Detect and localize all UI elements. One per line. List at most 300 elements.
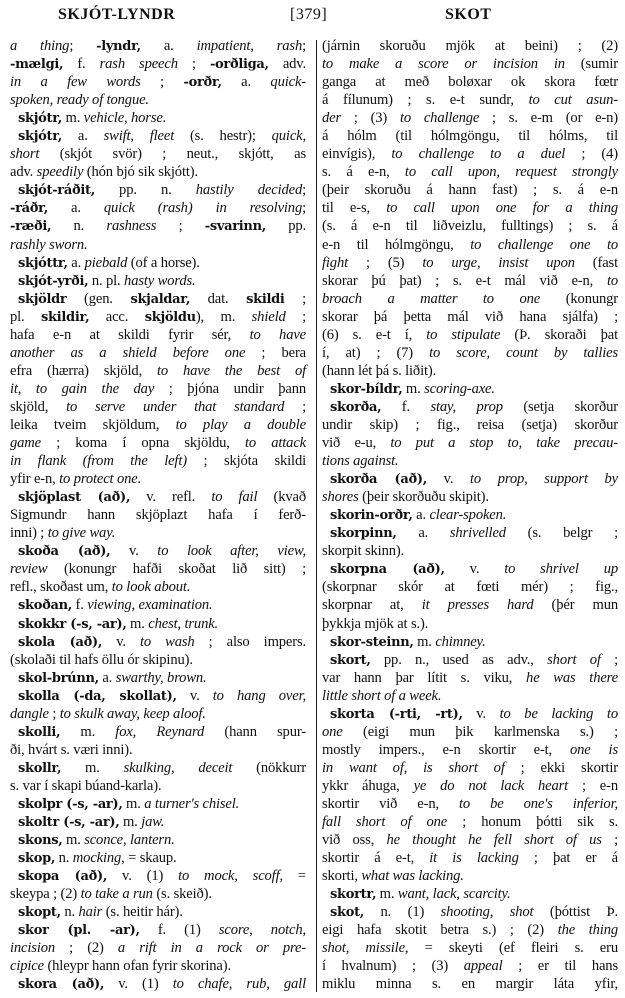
- definition: to challenge: [399, 110, 480, 127]
- text: ;: [284, 290, 307, 307]
- text: skorar þá þetta mál við hana sjálfa) ;: [322, 308, 618, 325]
- definition: to call upon one for a thing: [386, 200, 618, 217]
- text: ; er til hans: [502, 958, 618, 975]
- headword: skol-brúnn,: [18, 670, 99, 686]
- definition: in flank (from the left): [10, 453, 187, 470]
- definition: to chafe, rub, gall: [172, 976, 306, 993]
- text: skortir á e-t,: [322, 850, 430, 867]
- text: ;: [140, 74, 184, 91]
- definition: to have the best of: [157, 362, 306, 379]
- dictionary-line: [10, 705, 306, 723]
- dictionary-entry-line: [322, 560, 618, 578]
- text: við oss,: [322, 832, 387, 849]
- text: a.: [47, 200, 104, 217]
- text: ;: [302, 200, 306, 217]
- dictionary-line: [322, 795, 618, 813]
- dictionary-line: [322, 488, 618, 506]
- text: a.: [67, 254, 85, 271]
- definition: appeal: [463, 958, 503, 975]
- text: eigi hafa skotit betra s.) ; (2): [322, 922, 558, 939]
- dictionary-line: [322, 109, 618, 127]
- dictionary-line: [322, 813, 618, 831]
- headword: -lyndr,: [96, 39, 141, 54]
- definition: scoring-axe.: [424, 380, 495, 397]
- text: skorpnar at,: [322, 597, 422, 614]
- dictionary-entry-line: [10, 795, 306, 813]
- definition: another as a shield before one: [10, 344, 246, 361]
- text: (þeir skoruðu á hann fast) ; s. á e-n: [322, 182, 618, 199]
- text: ; (2): [55, 940, 118, 957]
- dictionary-line: [10, 578, 306, 596]
- dictionary-line: [10, 37, 306, 55]
- definition: fall short of one: [322, 814, 448, 831]
- text: (s. heitir hár).: [102, 904, 183, 921]
- definition: short: [10, 146, 40, 163]
- headword: -mælgi,: [10, 57, 64, 73]
- text: skjöld,: [10, 398, 67, 415]
- text: einvígis),: [322, 146, 392, 163]
- dictionary-line: [322, 957, 618, 975]
- definition: a rift in a rock or pre-: [117, 940, 307, 957]
- definition: quick (rash) in resolving: [103, 200, 303, 217]
- definition: to put a stop to, take precau-: [390, 435, 618, 452]
- text: í hvalnum) ; (3): [322, 958, 464, 975]
- headword: skjöldr: [18, 291, 67, 307]
- text: (fast: [574, 254, 618, 271]
- dictionary-entry-line: [322, 470, 618, 488]
- definition: to wash: [140, 633, 195, 650]
- headword: -orðr,: [183, 75, 222, 91]
- headword: skorða,: [330, 399, 382, 415]
- page-number: [379]: [290, 6, 328, 23]
- headword: -svarinn,: [204, 219, 266, 235]
- dictionary-line: [10, 741, 306, 759]
- definition: chest, trunk.: [148, 615, 219, 632]
- dictionary-entry-line: [10, 669, 306, 687]
- text: (sumir: [564, 56, 618, 73]
- text: ; e-n: [568, 777, 618, 794]
- dictionary-line: [322, 578, 618, 596]
- dictionary-line: [10, 651, 306, 669]
- headword: skolla (-da, skollat),: [18, 688, 177, 704]
- definition: to fail: [211, 489, 258, 506]
- dictionary-line: [10, 145, 306, 163]
- text: pp. n.: [94, 182, 196, 199]
- text: inni) ;: [10, 525, 48, 542]
- text: til e-s,: [322, 200, 387, 217]
- dictionary-entry-line: [10, 723, 306, 741]
- text: ; honum þótti sik s.: [447, 814, 618, 831]
- dictionary-entry-line: [10, 867, 306, 885]
- definition: swift, fleet: [103, 128, 175, 145]
- text: , =: [279, 868, 306, 885]
- text: m.: [62, 832, 85, 849]
- running-head-left: SKJÓT-LYNDR: [58, 6, 176, 23]
- text: ; (5): [348, 254, 423, 271]
- definition: the thing: [557, 922, 618, 939]
- text: f.: [381, 398, 431, 415]
- definition: it, to gain the day: [10, 380, 155, 397]
- dictionary-line: [10, 217, 306, 235]
- definition: spoken, ready of tongue.: [10, 92, 149, 109]
- text: (hleypr hann ofan fyrir skorina).: [43, 958, 231, 975]
- dictionary-entry-line: [322, 398, 618, 416]
- definition: to make a score or incision in: [322, 56, 565, 73]
- text: (hann lét þá s. liðit).: [322, 362, 437, 379]
- text: s. var í skapi búand-karla).: [10, 777, 162, 794]
- dictionary-line: [10, 957, 306, 975]
- definition: to be one's inferior,: [459, 795, 618, 812]
- headword: skjót-yrði,: [18, 273, 89, 289]
- headword: skor (pl. -ar),: [18, 923, 140, 939]
- headword: skjöldu: [144, 309, 196, 325]
- text: þykkja mjök at s.).: [322, 615, 429, 632]
- dictionary-line: [322, 272, 618, 290]
- definition: piebald: [84, 254, 128, 271]
- headword: skor-steinn,: [330, 634, 414, 650]
- headword: skortr,: [330, 887, 377, 903]
- text: v. refl.: [130, 489, 212, 506]
- definition: one is: [570, 741, 618, 758]
- text: f.: [63, 56, 100, 73]
- text: refl., skoðast um,: [10, 579, 112, 596]
- text: pl.: [10, 308, 42, 325]
- text: ; þat er á: [518, 850, 618, 867]
- dictionary-line: [322, 362, 618, 380]
- dictionary-line: [10, 344, 306, 362]
- definition: swarthy, brown.: [115, 669, 207, 686]
- text: (6) s. e-t í,: [322, 326, 427, 343]
- definition: to cut asun-: [528, 92, 618, 109]
- definition: what was lacking.: [361, 868, 464, 885]
- text: hafa e-n at skildi fyrir sér,: [10, 326, 250, 343]
- dictionary-line: [10, 362, 306, 380]
- definition: ye do not lack heart: [413, 777, 569, 794]
- headword: skorða (að),: [330, 472, 427, 488]
- text: ganga at með boløxar ok skora fœtr: [322, 74, 618, 91]
- dictionary-line: [322, 163, 618, 181]
- dictionary-line: [10, 55, 306, 73]
- dictionary-line: [322, 127, 618, 145]
- text: ;: [284, 398, 306, 415]
- text: (skorpnar skór at fœti mér) ; fig.,: [322, 579, 618, 596]
- text: , = skaup.: [121, 850, 177, 867]
- running-head-right: SKOT: [445, 6, 492, 23]
- text: ; koma í opna skjöldu,: [41, 435, 245, 452]
- text: ;: [302, 38, 307, 54]
- definition: der: [322, 110, 342, 127]
- text: m.: [376, 886, 398, 903]
- headword: skollr,: [18, 760, 62, 776]
- definition: to call upon, request strongly: [404, 164, 618, 181]
- definition: shrivelled: [449, 525, 506, 542]
- headword: skorta (-rti, -rt),: [330, 706, 463, 722]
- definition: to mock, scoff: [178, 868, 280, 885]
- definition: shield: [251, 308, 286, 325]
- text: (s. belgr ;: [505, 525, 619, 542]
- definition: to urge, insist upon: [422, 254, 575, 271]
- dictionary-entry-line: [10, 272, 306, 290]
- text: n.: [55, 850, 73, 867]
- dictionary-entry-line: [10, 127, 306, 145]
- text: Sigmundr hann skjöplazt hafa í ferð-: [10, 507, 306, 524]
- headword: skokkr (-s, -ar),: [18, 616, 127, 632]
- text: m.: [126, 615, 149, 632]
- definition: shores: [322, 489, 359, 506]
- definition: he thought he fell short of us: [386, 832, 602, 849]
- headword: skjaldar,: [130, 291, 191, 307]
- headword: skjótr,: [18, 129, 63, 145]
- text: pp.: [265, 218, 306, 235]
- dictionary-line: [322, 217, 618, 235]
- text: ;: [156, 218, 205, 235]
- text: v. (1): [107, 868, 179, 885]
- definition: to take a run: [80, 886, 153, 903]
- dictionary-line: [10, 326, 306, 344]
- dictionary-line: [10, 434, 306, 452]
- definition: to prop, support by: [470, 471, 618, 488]
- dictionary-line: [322, 452, 618, 470]
- text: ;: [177, 56, 210, 73]
- dictionary-line: [322, 145, 618, 163]
- text: m.: [122, 795, 145, 812]
- dictionary-entry-line: [10, 921, 306, 939]
- text: s. á e-n,: [322, 164, 405, 181]
- text: ;: [48, 705, 60, 722]
- headword: -orðliga,: [209, 57, 269, 73]
- text: mostly impers., e-n skortir e-t,: [322, 741, 570, 758]
- definition: a turner's chisel.: [144, 795, 240, 812]
- text: m.: [60, 723, 116, 740]
- text: (þér mun: [533, 597, 619, 614]
- dictionary-line: [322, 199, 618, 217]
- headword: skort,: [330, 652, 371, 668]
- text: (gen.: [66, 290, 131, 307]
- definition: skulking, deceit: [123, 759, 233, 776]
- dictionary-entry-line: [10, 759, 306, 777]
- dictionary-entry-line: [10, 903, 306, 921]
- definition: incision: [10, 940, 56, 957]
- text: a.: [62, 128, 104, 145]
- text: v.: [102, 633, 140, 650]
- headword: skora (að),: [18, 977, 105, 993]
- text: (of a horse).: [127, 254, 200, 271]
- dictionary-entry-line: [322, 524, 618, 542]
- dictionary-line: [322, 326, 618, 344]
- text: v.: [176, 687, 213, 704]
- headword: skorpna (að),: [330, 562, 445, 578]
- text: a.: [412, 507, 430, 524]
- dictionary-line: [322, 254, 618, 272]
- text: n.: [51, 218, 107, 235]
- dictionary-line: [10, 236, 306, 254]
- headword: skoltr (-s, -ar),: [18, 815, 120, 831]
- definition: want, lack, scarcity.: [397, 886, 511, 903]
- text: miklu minna s. en margir láta yfir,: [322, 976, 618, 993]
- definition: to attack: [244, 435, 306, 452]
- dictionary-line: [10, 777, 306, 795]
- dictionary-line: [322, 542, 618, 560]
- dictionary-entry-line: [322, 651, 618, 669]
- dictionary-line: [10, 416, 306, 434]
- dictionary-entry-line: [322, 506, 618, 524]
- left-column: [10, 37, 306, 993]
- definition: hair: [78, 904, 103, 921]
- headword: skopt,: [18, 905, 61, 921]
- text: ; s. e-m (or e-n): [479, 110, 618, 127]
- dictionary-line: [322, 921, 618, 939]
- headword: skons,: [18, 833, 63, 849]
- definition: to have: [249, 326, 307, 343]
- definition: game: [10, 435, 42, 452]
- definition: to hang over,: [212, 687, 306, 704]
- dictionary-entry-line: [10, 109, 306, 127]
- text: pp. n., used as adv.,: [370, 651, 548, 668]
- dictionary-line: [322, 37, 618, 55]
- definition: dangle: [10, 705, 49, 722]
- text: ;: [302, 182, 306, 199]
- definition: short of: [547, 651, 601, 668]
- definition: impatient, rash: [196, 38, 303, 54]
- text: skorti,: [322, 868, 362, 885]
- headword: skolpr (-s, -ar),: [18, 796, 123, 812]
- definition: hasty words.: [124, 272, 196, 289]
- dictionary-line: [322, 723, 618, 741]
- dictionary-line: [322, 416, 618, 434]
- headword: -ráðr,: [10, 201, 48, 217]
- dictionary-entry-line: [10, 849, 306, 867]
- dictionary-entry-line: [10, 687, 306, 705]
- dictionary-entry-line: [10, 813, 306, 831]
- dictionary-entry-line: [10, 615, 306, 633]
- text: ; skjóta skildi: [186, 453, 306, 470]
- headword: skorin-orðr,: [330, 508, 413, 524]
- definition: to challenge to a duel: [391, 146, 566, 163]
- definition: speedily: [36, 164, 84, 181]
- definition: to look after, view,: [157, 543, 306, 560]
- definition: cipice: [10, 958, 44, 975]
- text: ði, hvárt s. væri inni).: [10, 741, 133, 758]
- text: (þóttist Þ.: [533, 904, 618, 921]
- dictionary-line: [322, 181, 618, 199]
- text: undir skip) ; fig., reisa (setja) skorður: [322, 416, 618, 433]
- dictionary-line: [10, 380, 306, 398]
- definition: rash speech: [99, 56, 178, 73]
- text: (konungr: [540, 290, 618, 307]
- dictionary-entry-line: [322, 885, 618, 903]
- text: v.: [462, 705, 500, 722]
- definition: to skulk away, keep aloof.: [59, 705, 206, 722]
- text: ;: [285, 308, 306, 325]
- dictionary-entry-line: [10, 254, 306, 272]
- definition: review: [10, 561, 48, 578]
- definition: a thing: [10, 38, 70, 54]
- text: (konungr hafði skoðat lið sitt) ;: [47, 561, 306, 578]
- dictionary-line: [322, 669, 618, 687]
- headword: skjótr,: [18, 111, 63, 127]
- definition: to score, count by tallies: [429, 344, 618, 361]
- text: dat.: [190, 290, 247, 307]
- dictionary-line: [10, 470, 306, 488]
- dictionary-line: [10, 308, 306, 326]
- text: skorar þú þat) ; s. e-t mál við e-n,: [322, 272, 607, 289]
- text: a.: [140, 38, 197, 54]
- text: ykkr áhuga,: [322, 777, 414, 794]
- definition: vehicle, horse.: [83, 110, 167, 127]
- definition: clear-spoken.: [429, 507, 507, 524]
- definition: he was there: [526, 669, 618, 686]
- headword: skola (að),: [18, 634, 103, 650]
- dictionary-entry-line: [10, 181, 306, 199]
- dictionary-line: [10, 163, 306, 181]
- dictionary-line: [10, 560, 306, 578]
- text: (hann spur-: [204, 723, 306, 740]
- text: skortir við e-n,: [322, 795, 459, 812]
- definition: it is lacking: [429, 850, 519, 867]
- text: (hón bjó sik skjótt).: [83, 164, 198, 181]
- headword: skop,: [18, 851, 56, 867]
- dictionary-entry-line: [10, 542, 306, 560]
- headword: skildir,: [41, 309, 90, 325]
- definition: score, notch,: [218, 922, 306, 939]
- definition: in want of, is short of: [322, 759, 505, 776]
- text: (Þ. skoraði þat: [500, 326, 618, 343]
- text: (járnin skoruðu mjök at beini) ; (2): [322, 38, 618, 54]
- text: ; (3): [341, 110, 400, 127]
- dictionary-line: [322, 939, 618, 957]
- text: skeypa ; (2): [10, 886, 81, 903]
- text: n.: [60, 904, 79, 921]
- dictionary-line: [322, 308, 618, 326]
- dictionary-line: [322, 236, 618, 254]
- definition: sconce, lantern.: [84, 832, 175, 849]
- definition: quick-: [270, 74, 306, 91]
- dictionary-line: [10, 939, 306, 957]
- text: (s. hestr);: [174, 128, 272, 145]
- text: ; bera: [245, 344, 306, 361]
- text: yfir e-n,: [10, 471, 60, 488]
- text: (þeir skorðuðu skipit).: [358, 489, 489, 506]
- dictionary-line: [322, 867, 618, 885]
- text: n. (1): [364, 904, 441, 921]
- text: skorpit skinn).: [322, 543, 405, 560]
- definition: broach a matter to one: [322, 290, 541, 307]
- dictionary-entry-line: [322, 380, 618, 398]
- dictionary-entry-line: [10, 488, 306, 506]
- definition: jaw.: [141, 814, 165, 831]
- text: (nökkurr: [232, 759, 306, 776]
- text: , = skeyti (ef fleiri s. eru: [404, 940, 618, 957]
- dictionary-entry-line: [10, 633, 306, 651]
- definition: tions against.: [322, 453, 399, 470]
- text: í, at) ; (7): [322, 344, 430, 361]
- text: (skolaði til hafs öllu ór skipinu).: [10, 651, 193, 668]
- definition: one: [322, 723, 343, 740]
- headword: skildi: [246, 291, 285, 307]
- dictionary-line: [322, 777, 618, 795]
- headword: -ræði,: [10, 219, 52, 235]
- dictionary-entry-line: [10, 290, 306, 308]
- headword: skor-bíldr,: [330, 381, 403, 397]
- dictionary-line: [322, 687, 618, 705]
- dictionary-line: [322, 849, 618, 867]
- definition: fight: [322, 254, 349, 271]
- text: ;: [600, 651, 619, 668]
- text: (s. skeið).: [152, 886, 212, 903]
- dictionary-entry-line: [322, 633, 618, 651]
- dictionary-line: [322, 741, 618, 759]
- definition: to be lacking to: [499, 705, 618, 722]
